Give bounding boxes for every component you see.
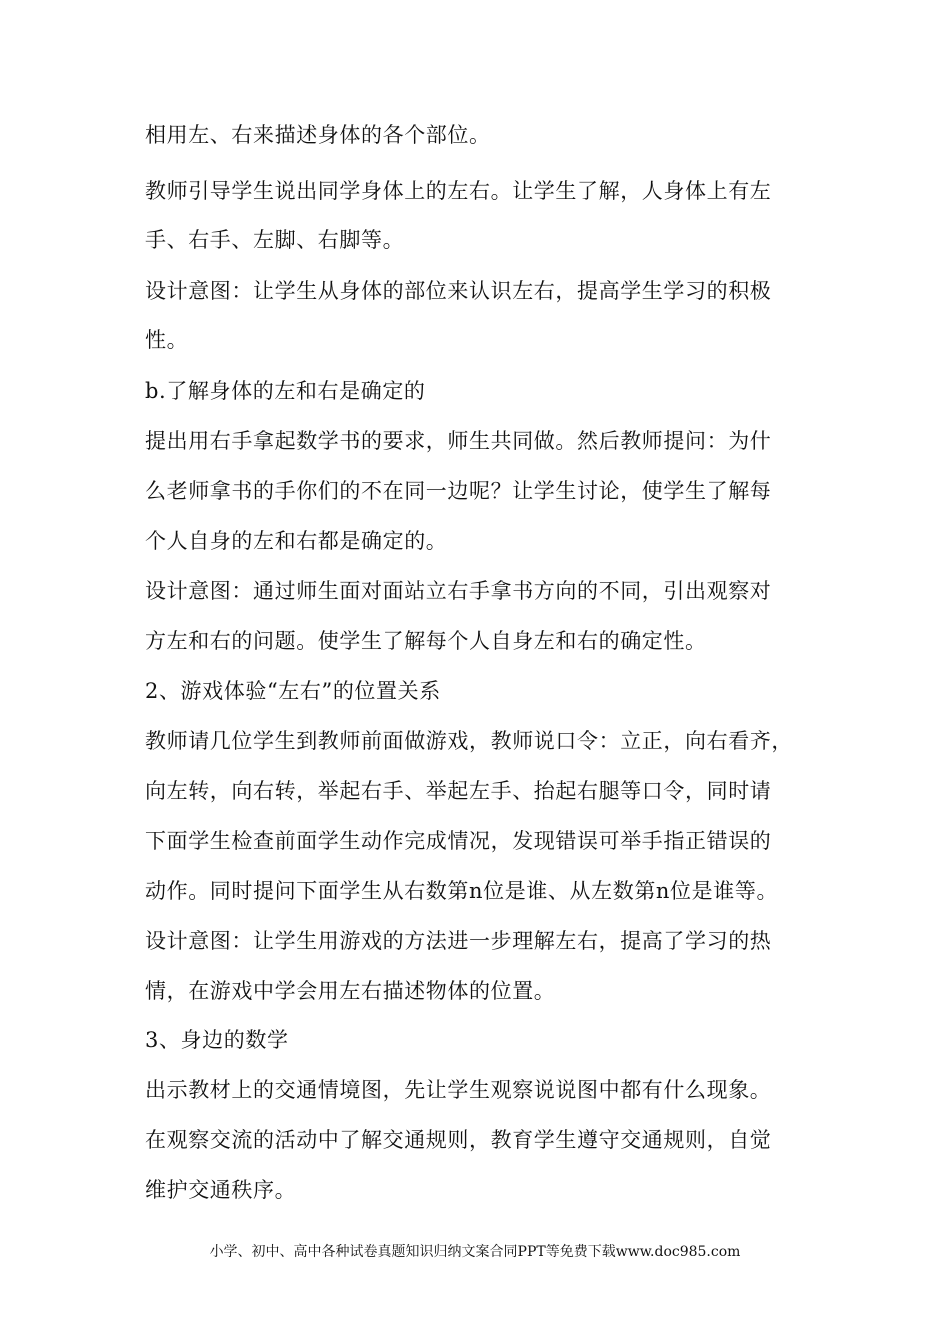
paragraph-line: 下面学生检查前面学生动作完成情况，发现错误可举手指正错误的 [145, 829, 772, 853]
section-heading: b.了解身体的左和右是确定的 [145, 379, 426, 403]
paragraph-line: 相用左、右来描述身体的各个部位。 [145, 123, 491, 147]
paragraph-line: 方左和右的问题。使学生了解每个人自身左和右的确定性。 [145, 629, 707, 653]
section-heading: 3、身边的数学 [145, 1028, 289, 1052]
paragraph-line: 设计意图：让学生用游戏的方法进一步理解左右，提高了学习的热 [145, 929, 772, 953]
paragraph-line: 教师引导学生说出同学身体上的左右。让学生了解，人身体上有左 [145, 179, 772, 203]
paragraph-line: 动作。同时提问下面学生从右数第n位是谁、从左数第n位是谁等。 [145, 879, 779, 903]
paragraph-line: 教师请几位学生到教师前面做游戏，教师说口令：立正，向右看齐， [145, 729, 793, 753]
paragraph-line: 在观察交流的活动中了解交通规则，教育学生遵守交通规则，自觉 [145, 1128, 772, 1152]
paragraph-line: 设计意图：通过师生面对面站立右手拿书方向的不同，引出观察对 [145, 579, 772, 603]
paragraph-line: 向左转，向右转，举起右手、举起左手、抬起右腿等口令，同时请 [145, 779, 772, 803]
paragraph-line: 么老师拿书的手你们的不在同一边呢？让学生讨论，使学生了解每 [145, 479, 772, 503]
paragraph-line: 个人自身的左和右都是确定的。 [145, 529, 448, 553]
paragraph-line: 维护交通秩序。 [145, 1178, 297, 1202]
paragraph-line: 情，在游戏中学会用左右描述物体的位置。 [145, 979, 556, 1003]
paragraph-line: 出示教材上的交通情境图，先让学生观察说说图中都有什么现象。 [145, 1078, 772, 1102]
paragraph-line: 提出用右手拿起数学书的要求，师生共同做。然后教师提问：为什 [145, 429, 772, 453]
section-heading: 2、游戏体验“左右”的位置关系 [145, 679, 441, 703]
page-footer: 小学、初中、高中各种试卷真题知识归纳文案合同PPT等免费下载www.doc985.com [209, 1244, 741, 1260]
paragraph-line: 手、右手、左脚、右脚等。 [145, 228, 405, 252]
paragraph-line: 设计意图：让学生从身体的部位来认识左右，提高学生学习的积极 [145, 279, 772, 303]
paragraph-line: 性。 [145, 328, 189, 352]
